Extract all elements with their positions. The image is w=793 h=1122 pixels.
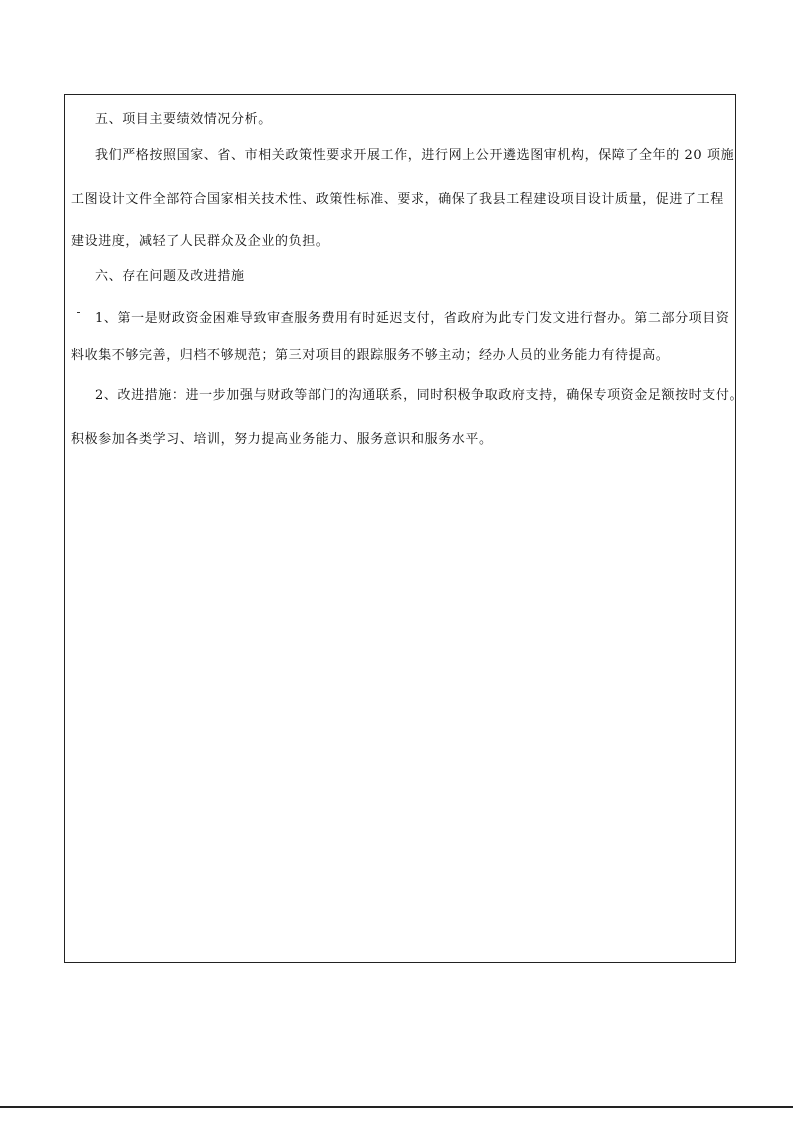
section-6-item-1-line-2: 料收集不够完善，归档不够规范；第三对项目的跟踪服务不够主动；经办人员的业务能力有待提高。 [71, 348, 670, 363]
section-6-item-2-line-1: 2、改进措施：进一步加强与财政等部门的沟通联系，同时积极争取政府支持，确保专项资金足额按时支付。 [95, 388, 744, 403]
section-6-item-1-line-1: 1、第一是财政资金困难导致审查服务费用有时延迟支付，省政府为此专门发文进行督办。第二部分项目资 [95, 311, 730, 326]
section-5-paragraph-line-3: 建设进度，减轻了人民群众及企业的负担。 [71, 234, 330, 249]
section-5-paragraph-line-1: 我们严格按照国家、省、市相关政策性要求开展工作，进行网上公开遴选图审机构，保障了全年的 20 项施 [95, 148, 735, 163]
section-5-heading: 五、项目主要绩效情况分析。 [95, 112, 272, 127]
section-6-item-2-line-2: 积极参加各类学习、培训，努力提高业务能力、服务意识和服务水平。 [71, 432, 493, 447]
page-bottom-rule [0, 1106, 793, 1108]
document-frame [64, 94, 744, 963]
document-body [65, 95, 744, 962]
section-5-paragraph-line-2: 工图设计文件全部符合国家相关技术性、政策性标准、要求，确保了我县工程建设项目设计质量，促进了工程 [71, 192, 724, 207]
section-6-heading: 六、存在问题及改进措施 [95, 269, 245, 284]
